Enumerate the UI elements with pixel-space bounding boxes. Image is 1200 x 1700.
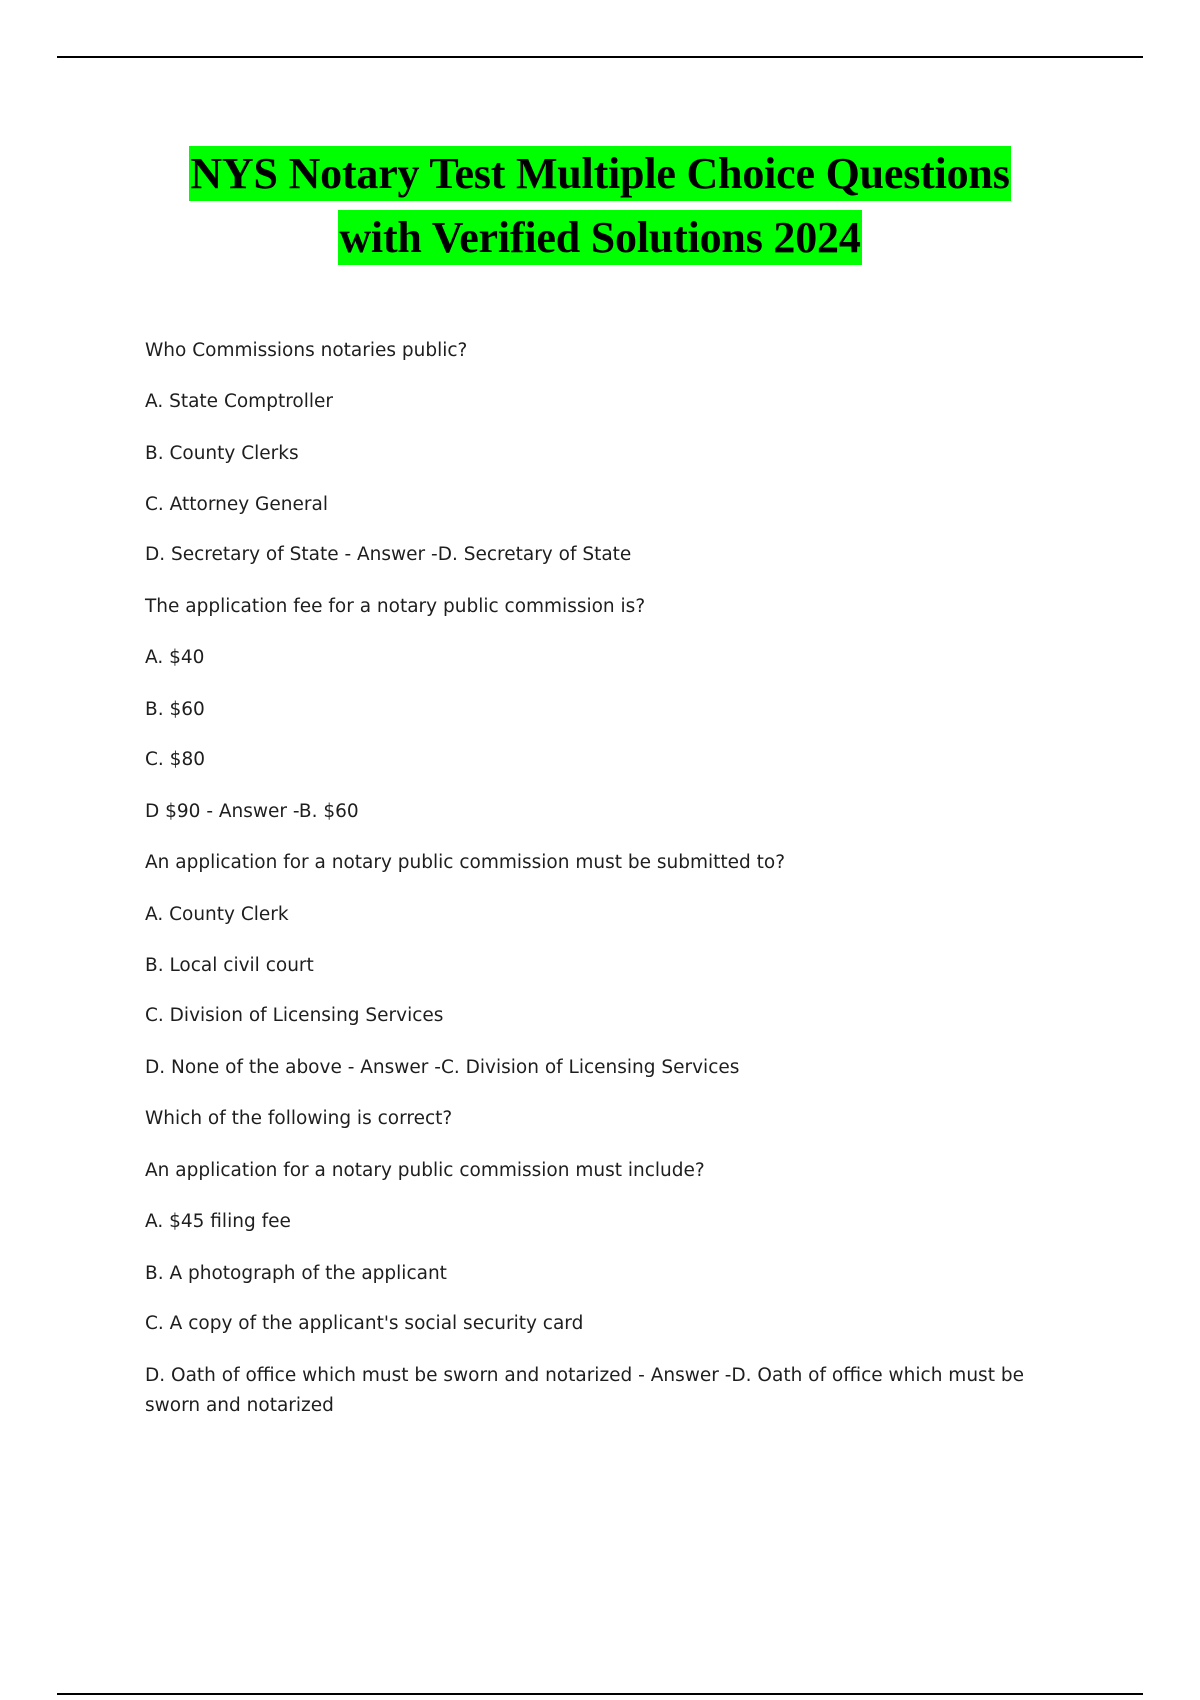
title-line-2: with Verified Solutions 2024 [338, 210, 861, 265]
question-3-option-c: C. Division of Licensing Services [145, 1005, 444, 1026]
question-2: The application fee for a notary public commission is? [145, 596, 646, 617]
question-1-option-d-answer: D. Secretary of State - Answer -D. Secretary of State [145, 544, 632, 565]
question-4-option-b: B. A photograph of the applicant [145, 1263, 447, 1284]
question-4-option-d-answer: D. Oath of office which must be sworn and notarized - Answer -D. Oath of office which must be sworn and notarized [145, 1365, 1024, 1416]
question-3-option-d-answer: D. None of the above - Answer -C. Division of Licensing Services [145, 1057, 740, 1078]
question-4-option-c: C. A copy of the applicant's social security card [145, 1313, 584, 1334]
question-2-option-d-answer: D $90 - Answer -B. $60 [145, 801, 359, 822]
footer-rule [57, 1693, 1143, 1695]
question-3-option-b: B. Local civil court [145, 955, 314, 976]
question-2-option-a: A. $40 [145, 647, 205, 668]
question-4-option-a: A. $45 filing fee [145, 1211, 291, 1232]
question-4: An application for a notary public commission must include? [145, 1160, 705, 1181]
question-3: An application for a notary public commission must be submitted to? [145, 852, 786, 873]
question-1: Who Commissions notaries public? [145, 340, 468, 361]
question-2-option-c: C. $80 [145, 749, 205, 770]
question-1-option-c: C. Attorney General [145, 494, 328, 515]
title-line-1: NYS Notary Test Multiple Choice Questions [189, 146, 1010, 201]
question-1-option-a: A. State Comptroller [145, 391, 333, 412]
question-1-option-b: B. County Clerks [145, 443, 299, 464]
question-4-heading: Which of the following is correct? [145, 1108, 453, 1129]
question-2-option-b: B. $60 [145, 699, 205, 720]
question-3-option-a: A. County Clerk [145, 904, 289, 925]
